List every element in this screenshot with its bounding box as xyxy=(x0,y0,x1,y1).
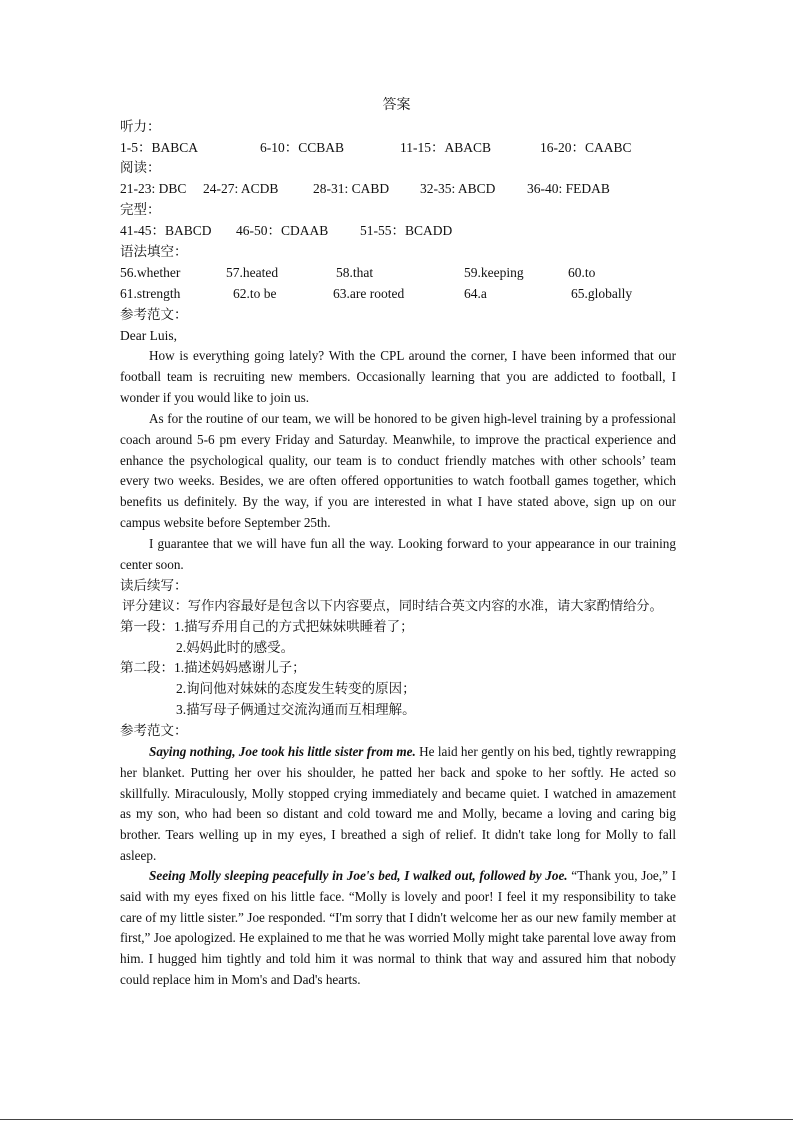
continuation-paragraph-2 xyxy=(120,866,676,991)
cloze-label: 完型： xyxy=(120,202,161,217)
answer-group: 36-40: FEDAB xyxy=(527,181,610,196)
answer-group: 1-5：BABCA xyxy=(120,140,199,155)
grammar-answer: 59.keeping xyxy=(464,265,524,280)
continuation-label: 读后续写： xyxy=(120,578,188,593)
answer-group: 28-31: CABD xyxy=(313,181,390,196)
scoring-advice: 评分建议：写作内容最好是包含以下内容要点，同时结合英文内容的水准，请大家酌情给分。 xyxy=(122,598,663,613)
page-bottom-divider xyxy=(0,1119,793,1120)
grammar-answer: 60.to xyxy=(568,265,596,280)
continuation-paragraph-1 xyxy=(120,742,676,867)
answer-group: 41-45：BABCD xyxy=(120,223,212,238)
salutation: Dear Luis, xyxy=(120,328,177,343)
paragraph-body: “Thank you, Joe,” I said with my eyes fixed on his little face. “Molly is lovely and poor! I feel it my responsibility to take care of my little sister.” Joe responded. “I'm sorry that I didn't welcome her as our new family member at first,” Joe apologized. He explained to me that he was worried Molly might take parental love away from him. I hugged him tightly and told him it was normal to think that way and assured him that nobody could replace him in Mom's and Dad's hearts. xyxy=(120,868,676,987)
para2-label-text: 第二段： xyxy=(120,660,174,675)
para2-label xyxy=(120,658,306,678)
para1-label-text: 第一段： xyxy=(120,619,174,634)
para2-point: 2.询问他对妹妹的态度发生转变的原因； xyxy=(176,681,416,696)
answer-group: 11-15：ABACB xyxy=(400,140,492,155)
paragraph-body: He laid her gently on his bed, tightly rewrapping her blanket. Putting her over his shoulder, he patted her back and spoke to her softly. He acted so skillfully. Miraculously, Molly stopped crying immediately and became quiet. I watched in amazement as my son, who had been so distant and cold toward me and Molly, became a loving and caring big brother. Tears welling up in my eyes, I breathed a sigh of relief. It didn't take long for Molly to fall asleep. xyxy=(120,744,677,863)
para1-label xyxy=(120,617,414,637)
grammar-answer: 57.heated xyxy=(226,265,279,280)
answer-group: 46-50：CDAAB xyxy=(236,223,329,238)
answer-group: 16-20：CAABC xyxy=(540,140,632,155)
grammar-answer: 62.to be xyxy=(233,286,277,301)
para1-point: 2.妈妈此时的感受。 xyxy=(176,640,295,655)
answer-group: 32-35: ABCD xyxy=(420,181,496,196)
essay-paragraph-3: I guarantee that we will have fun all the way. Looking forward to your appearance in our training center soon. xyxy=(120,536,676,572)
sample-essay-label: 参考范文： xyxy=(120,307,188,322)
grammar-label: 语法填空： xyxy=(120,244,188,259)
para2-point: 3.描写母子俩通过交流沟通而互相理解。 xyxy=(176,702,416,717)
grammar-answer: 64.a xyxy=(464,286,487,301)
grammar-answer: 61.strength xyxy=(120,286,181,301)
answer-group: 24-27: ACDB xyxy=(203,181,279,196)
answer-group: 21-23: DBC xyxy=(120,181,187,196)
answer-group: 6-10：CCBAB xyxy=(260,140,345,155)
listening-label: 听力： xyxy=(120,119,161,134)
essay-paragraph-2: As for the routine of our team, we will be honored to be given high-level training by a professional coach around 5-6 pm every Friday and Saturday. Meanwhile, to improve the practical experience and enhance the psychological quality, our team is to conduct friendly matches with other schools’ team every two weeks. Besides, we are often offered opportunities to watch football games together, which benefits us definitely. By the way, if you are interested in what I have stated above, sign up on our campus website before September 25th. xyxy=(120,411,676,530)
grammar-answer: 63.are rooted xyxy=(333,286,405,301)
grammar-answer: 58.that xyxy=(336,265,374,280)
reading-label: 阅读： xyxy=(120,160,161,175)
answer-group: 51-55：BCADD xyxy=(360,223,453,238)
continuation-sample-label: 参考范文： xyxy=(120,723,188,738)
page-title: 答案 xyxy=(382,98,411,113)
paragraph-lead-sentence: Saying nothing, Joe took his little sister from me. xyxy=(149,744,416,759)
grammar-answer: 65.globally xyxy=(571,286,633,301)
para1-point: 1.描写乔用自己的方式把妹妹哄睡着了； xyxy=(174,619,414,634)
para2-point: 1.描述妈妈感谢儿子； xyxy=(174,660,306,675)
essay-paragraph-1: How is everything going lately? With the CPL around the corner, I have been informed that our football team is recruiting new members. Occasionally learning that you are addicted to football, I wonder if you would like to join us. xyxy=(120,348,676,405)
grammar-answer: 56.whether xyxy=(120,265,181,280)
paragraph-lead-sentence: Seeing Molly sleeping peacefully in Joe's bed, I walked out, followed by Joe. xyxy=(149,868,568,883)
